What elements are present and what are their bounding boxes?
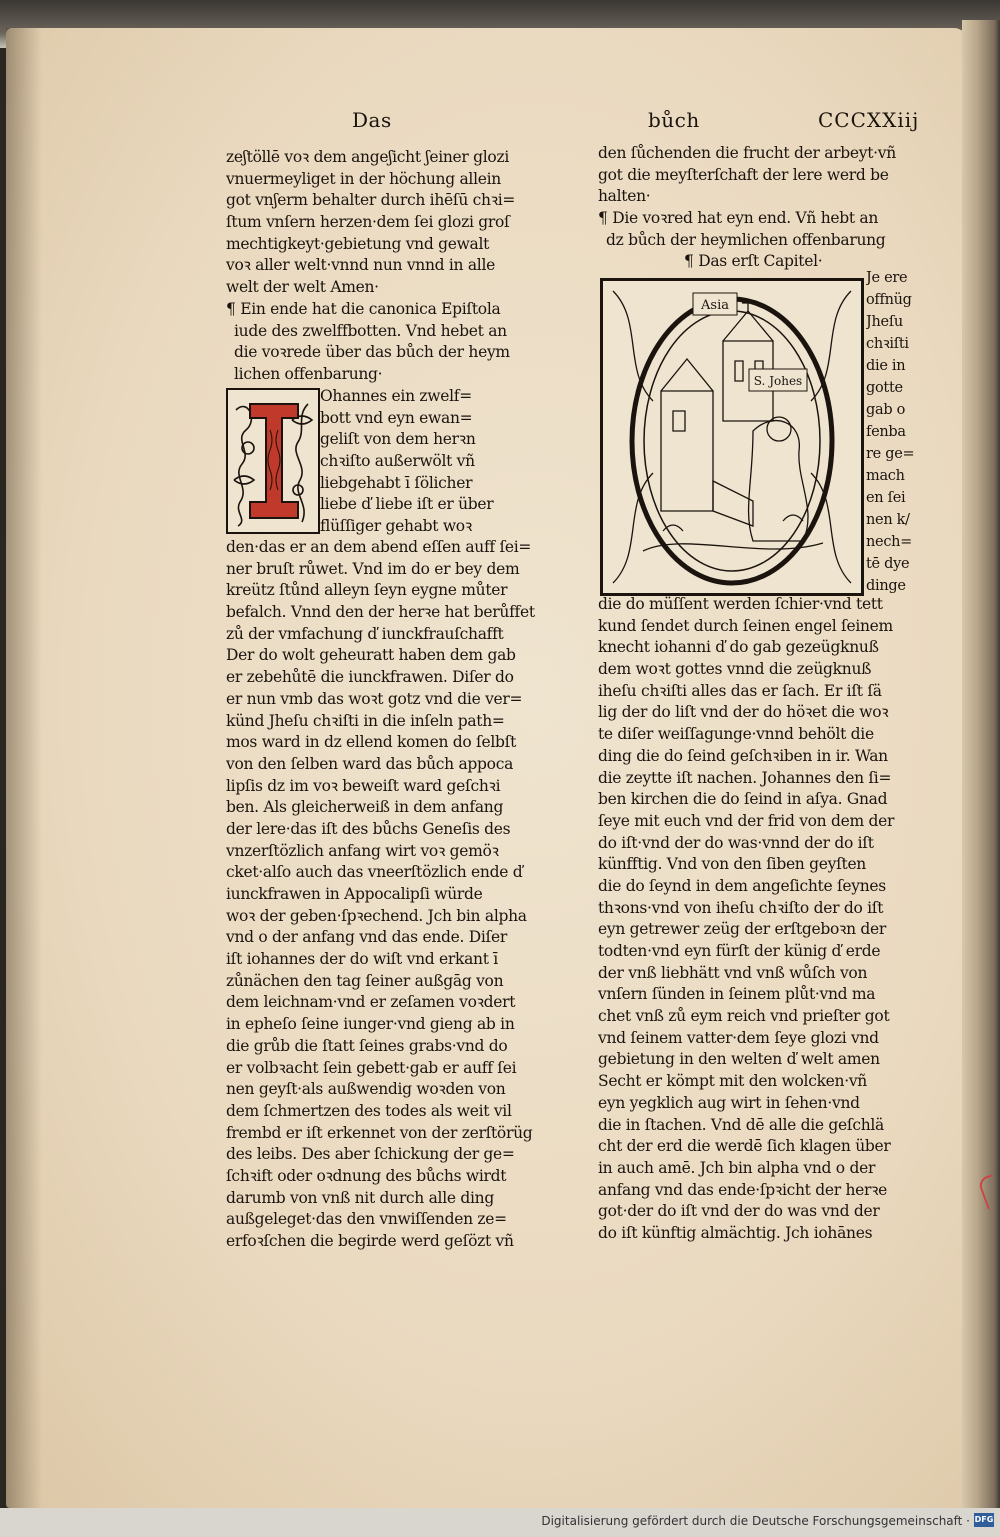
text-fragment: en ſei [866, 490, 906, 506]
text-line: befalch. Vnnd den der herꝛe hat berůffet [226, 603, 535, 622]
text-line: dem leichnam·vnd er zeſamen voꝛdert [226, 993, 516, 1012]
text-line: er volbꝛacht ſein gebett·gab er auff ſei [226, 1058, 517, 1077]
text-line: den ſůchenden die frucht der arbeyt·vñ [598, 144, 896, 162]
text-line: gebietung in den welten ď welt amen [598, 1050, 880, 1069]
text-line: der lere·das iſt des bůchs Geneſis des [226, 819, 511, 838]
text-line: eyn getrewer zeüg der erſtgeboꝛn der [598, 920, 886, 939]
text-line: Secht er kömpt mit den wolcken·vñ [598, 1072, 867, 1091]
text-fragment: nech= [866, 534, 913, 550]
text-fragment: gab o [866, 402, 906, 418]
text-fragment: dinge [866, 578, 906, 594]
text-fragment: Je ere [866, 270, 908, 286]
text-line: flüſſiger gehabt woꝛ [320, 517, 472, 536]
text-line: bott vnd eyn ewan= [320, 408, 473, 427]
running-head-center: bůch [648, 108, 700, 132]
chapter-heading: ¶ Das erſt Capitel· [684, 252, 823, 271]
text-line: vnd ſeinem vatter·dem ſeye glozi vnd [598, 1028, 879, 1047]
text-fragment: chꝛiſti [866, 336, 909, 352]
text-line: die zeytte iſt nachen. Johannes den ſi= [598, 768, 892, 787]
text-line: der vnß liebhätt vnd vnß wůſch von [598, 963, 868, 982]
text-fragment: mach [866, 468, 905, 484]
rubric-line: ¶ Ein ende hat die canonica Epiſtola [226, 299, 501, 318]
text-line: zůnächen den tag ſeiner außgāg von [226, 971, 504, 990]
text-line: ben. Als gleicherweiß in dem anfang [226, 798, 504, 817]
text-line: dem woꝛt gottes vnnd die zeügknuß [598, 660, 872, 679]
text-line: er nun vmb das woꝛt gotz vnd die ver= [226, 689, 523, 708]
left-column-intro [226, 147, 546, 386]
text-line: die in ſtachen. Vnd dē alle die geſchlä [598, 1115, 885, 1134]
text-line: ner bruſt růwet. Vnd im do er bey dem [226, 559, 520, 578]
text-line: iſt iohannes der do wiſt vnd erkant ī [226, 950, 498, 969]
page-fore-edge [962, 20, 1000, 1508]
dfg-logo: DFG [974, 1513, 994, 1527]
text-line: ſtum vnſern herzen·dem ſei glozi groſ [226, 213, 510, 232]
text-fragment: die in [866, 358, 906, 374]
text-line: ding die do ſeind geſchꝛiben in ir. Wan [598, 746, 888, 765]
text-line: frembd er iſt erkennet von der zerſtörüg [226, 1123, 533, 1142]
right-column-body [598, 594, 910, 1245]
dropcap-adjacent-text [320, 386, 550, 538]
text-line: künfftig. Vnd von den ſiben geyſten [598, 855, 866, 874]
text-line: nen geyſt·als außwendig woꝛden von [226, 1080, 506, 1099]
text-line: woꝛ der geben·ſpꝛechend. Jch bin alpha [226, 906, 527, 925]
text-line: ſchꝛift oder oꝛdnung des bůchs wirdt [226, 1166, 507, 1185]
text-line: künd Jheſu chꝛiſti in die inſeln path= [226, 711, 505, 730]
text-line: halten· [598, 187, 651, 206]
digitization-credit: Digitalisierung gefördert durch die Deutsche Forschungsgemeinschaft · [541, 1514, 970, 1528]
text-line: lig der do liſt vnd der do höꝛet die woꝛ [598, 703, 889, 722]
text-line: todten·vnd eyn fürſt der künig ď erde [598, 942, 881, 960]
text-line: die do müſſent werden ſchier·vnd tett [598, 595, 883, 613]
text-line: chꝛiſto außerwölt vñ [320, 452, 475, 471]
text-line: dem ſchmertzen des todes als weit vil [226, 1101, 512, 1120]
text-line: do iſt künftig almächtig. Jch iohānes [598, 1223, 873, 1242]
rubric-line: ¶ Die voꝛred hat eyn end. Vñ hebt an [598, 209, 879, 228]
text-line: vnſern ſünden in ſeinem plůt·vnd ma [598, 985, 876, 1004]
text-fragment: Jheſu [866, 314, 903, 330]
woodcut-label-asia: Asia [701, 298, 729, 313]
text-fragment: offnüg [866, 292, 912, 308]
text-line: er zebehůtē die iunckfrawen. Diſer do [226, 668, 514, 687]
text-line: cket·alſo auch das vneerſtözlich ende ď [226, 863, 523, 882]
text-line: vnzerſtözlich anfang wirt voꝛ gemöꝛ [226, 841, 499, 860]
text-line: außgeleget·das den vnwiſſenden ze= [226, 1210, 507, 1229]
text-line: got vnʃerm behalter durch ihēſū chꝛi= [226, 191, 516, 210]
text-fragment: re ge= [866, 446, 915, 462]
text-fragment: gotte [866, 380, 903, 396]
text-line: von den ſelben ward das bůch appoca [226, 754, 514, 773]
text-line: des leibs. Des aber ſchickung der ge= [226, 1145, 515, 1164]
text-line: mechtigkeyt·gebietung vnd gewalt [226, 234, 490, 253]
text-line: lipſis dz im voꝛ beweiſt ward geſchꝛi [226, 776, 501, 795]
text-line: in epheſo ſeine iunger·vnd gieng ab in [226, 1015, 515, 1034]
text-line: darumb von vnß nit durch alle ding [226, 1188, 494, 1207]
text-line: eyn yegklich aug wirt in ſehen·vnd [598, 1093, 860, 1112]
text-line: kreütz ſtůnd alleyn ſeyn eygne můter [226, 581, 508, 600]
text-line: ſeye mit euch vnd der frid von dem der [598, 811, 895, 830]
text-line: do iſt·vnd der do was·vnnd der do iſt [598, 833, 874, 852]
text-line: thꝛons·vnd von iheſu chꝛiſto der do iſt [598, 898, 884, 917]
text-line: got die meyſterſchaft der lere werd be [598, 165, 889, 184]
text-line: ben kirchen die do ſeind in aſya. Gnad [598, 790, 888, 809]
text-line: Ohannes ein zwelf= [320, 387, 472, 405]
text-line: liebgehabt ī ſölicher [320, 473, 473, 492]
folio-number: CCCXXiij [818, 108, 920, 132]
text-line: cht der erd die werdē ſich klagen über [598, 1137, 891, 1156]
woodcut-label-johannes: S. Johes [753, 374, 803, 388]
text-line: zů der vmfachung ď iunckfrauſchafft [226, 624, 504, 643]
text-line: te diſer weiſſagunge·vnnd behölt die [598, 725, 874, 744]
text-line: dz bůch der heymlichen offenbarung [606, 230, 886, 249]
text-line: chet vnß zů eym reich vnd prieſter got [598, 1007, 890, 1026]
text-line: geliſt von dem herꝛn [320, 430, 476, 449]
text-line: zeʃtöllē voꝛ dem angeʃicht ʃeiner glozi [226, 148, 509, 166]
text-fragment: nen k/ [866, 512, 910, 528]
text-line: got·der do iſt vnd der do was vnd der [598, 1202, 880, 1221]
text-line: in auch amē. Jch bin alpha vnd o der [598, 1158, 876, 1177]
text-line: Der do wolt geheuratt haben dem gab [226, 646, 516, 665]
text-line: vnuermeyliget in der höchung allein [226, 169, 501, 188]
text-line: welt der welt Amen· [226, 278, 379, 297]
page-gutter-shadow [6, 28, 42, 1508]
woodcut-illustration [600, 278, 864, 596]
left-column-body [226, 537, 546, 1253]
text-line: anfang vnd das ende·ſpꝛicht der herꝛe [598, 1180, 888, 1199]
text-line: vnd o der anfang vnd das ende. Diſer [226, 928, 507, 947]
text-line: die do ſeynd in dem angeſichte ſeynes [598, 876, 886, 895]
text-line: den·das er an dem abend eſſen auff ſei= [226, 538, 532, 556]
text-line: die voꝛrede über das bůch der heym [234, 343, 510, 362]
text-line: liebe ď liebe iſt er über [320, 495, 494, 514]
running-head-left: Das [352, 108, 392, 132]
text-line: die grůb die ſtatt ſeines grabs·vnd do [226, 1036, 508, 1055]
text-fragment: fenba [866, 424, 906, 440]
right-column-fragments [866, 267, 916, 597]
text-line: erfoꝛſchen die begirde werd geſözt vñ [226, 1232, 514, 1250]
text-fragment: tē dye [866, 556, 910, 572]
text-line: lichen offenbarung· [234, 364, 383, 383]
right-column-top [598, 143, 910, 273]
decorated-initial-letter [226, 388, 320, 534]
text-line: iunckfrawen in Appocalipſi würde [226, 885, 483, 903]
text-line: mos ward in dz ellend komen do ſelbſt [226, 733, 516, 752]
text-line: iheſu chꝛiſti alles das er ſach. Er iſt ſä [598, 681, 882, 700]
text-line: iude des zwelffbotten. Vnd hebet an [234, 321, 507, 340]
text-line: kund ſendet durch ſeinen engel ſeinem [598, 616, 893, 635]
text-line: voꝛ aller welt·vnnd nun vnnd in alle [226, 256, 495, 275]
text-line: knecht iohanni ď do gab gezeügknuß [598, 638, 879, 657]
